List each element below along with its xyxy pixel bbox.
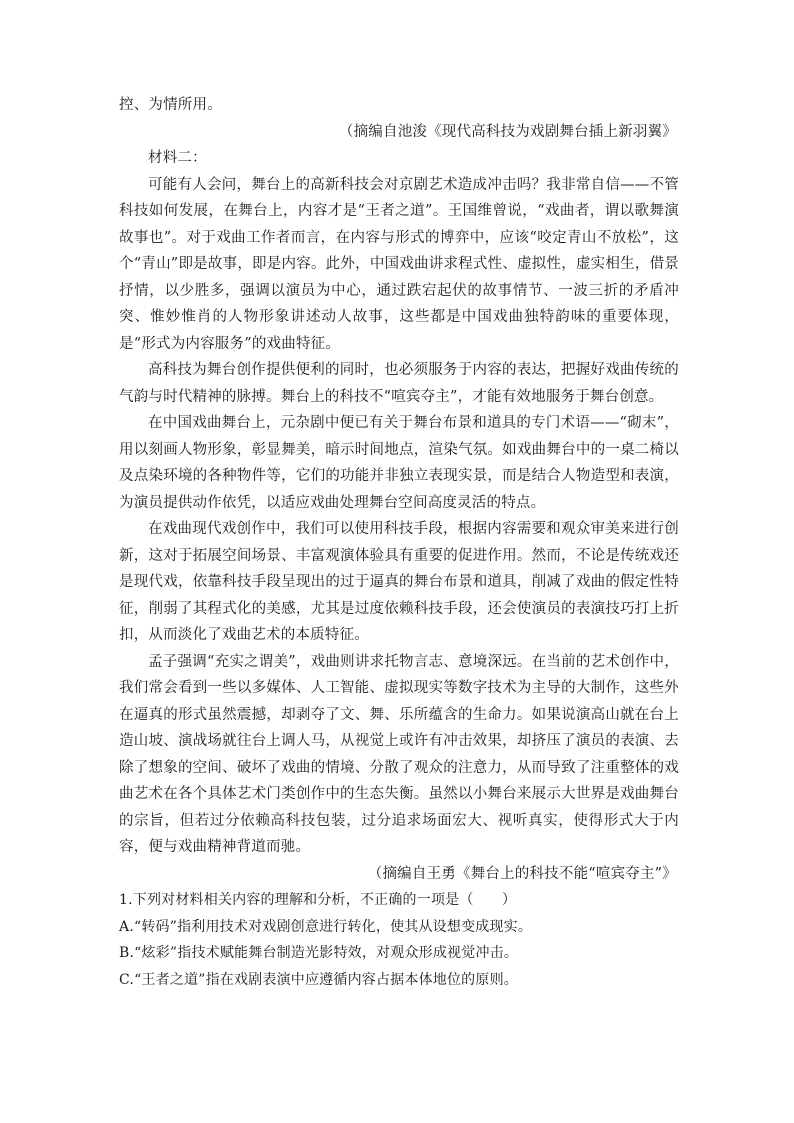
paragraph-5: 孟子强调“充实之谓美”，戏曲则讲求托物言志、意境深远。在当前的艺术创作中，我们常会看到一些以多媒体、人工智能、虚拟现实等数字技术为主导的大制作，这些外在逼真的形式虽然震撼，却剥夺了文、舞、乐所蕴含的生命力。如果说演高山就在台上造山坡、演战场就往台上调人马，从视觉上或许有冲击效果，却挤压了演员的表演、去除了想象的空间、破坏了戏曲的情境、分散了观众的注意力，从而导致了注重整体的戏曲艺术在各个具体艺术门类创作中的生态失衡。虽然以小舞台来展示大世界是戏曲舞台的宗旨，但若过分依赖高科技包装，过分追求场面宏大、视听真实，使得形式大于内容，便与戏曲精神背道而驰。 (119, 653, 679, 855)
paragraph-1: 可能有人会问，舞台上的高新科技会对京剧艺术造成冲击吗？我非常自信——不管科技如何发展，在舞台上，内容才是“王者之道”。王国维曾说，“戏曲者，谓以歌舞演故事也”。对于戏曲工作者而言，在内容与形式的博弈中，应该“咬定青山不放松”，这个“青山”即是故事，即是内容。此外，中国戏曲讲求程式性、虚拟性，虚实相生，借景抒情，以少胜多，强调以演员为中心，通过跌宕起伏的故事情节、一波三折的矛盾冲突、惟妙惟肖的人物形象讲述动人故事，这些都是中国戏曲独特韵味的重要体现，是“形式为内容服务”的戏曲特征。 (119, 176, 679, 352)
material-2-label: 材料二： (148, 150, 207, 166)
paragraph-2: 高科技为舞台创作提供便利的同时，也必须服务于内容的表达，把握好戏曲传统的气韵与时代精神的脉搏。舞台上的科技不“喧宾夺主”，才能有效地服务于舞台创意。 (119, 362, 679, 405)
option-a: A.“转码”指利用技术对戏剧创意进行转化，使其从设想变成现实。 (119, 918, 533, 935)
source-citation-1: （摘编自池浚《现代高科技为戏剧舞台插上新羽翼》 (338, 123, 677, 140)
lead-line: 控、为情所用。 (119, 97, 222, 113)
paragraph-4: 在戏曲现代戏创作中，我们可以使用科技手段，根据内容需要和观众审美来进行创新，这对于拓展空间场景、丰富观演体验具有重要的促进作用。然而，不论是传统戏还是现代戏，依靠科技手段呈现出的过于逼真的舞台布景和道具，削减了戏曲的假定性特征，削弱了其程式化的美感，尤其是过度依赖科技手段，还会使演员的表演技巧打上折扣，从而淡化了戏曲艺术的本质特征。 (119, 521, 679, 643)
source-citation-2: （摘编自王勇《舞台上的科技不能“喧宾夺主”》 (367, 865, 677, 882)
paragraph-3: 在中国戏曲舞台上，元杂剧中便已有关于舞台布景和道具的专门术语——“砌末”，用以刻画人物形象，彰显舞美，暗示时间地点，渲染气氛。如戏曲舞台中的一桌二椅以及点染环境的各种物件等，它们的功能并非独立表现实景，而是结合人物造型和表演，为演员提供动作依凭，以适应戏曲处理舞台空间高度灵活的特点。 (119, 415, 679, 511)
question-1: 1.下列对材料相关内容的理解和分析，不正确的一项是（ ） (119, 892, 517, 908)
option-c: C.“王者之道”指在戏剧表演中应遵循内容占据本体地位的原则。 (119, 971, 518, 988)
option-b: B.“炫彩”指技术赋能舞台制造光影特效，对观众形成视觉冲击。 (119, 945, 519, 961)
document-page (119, 92, 679, 993)
